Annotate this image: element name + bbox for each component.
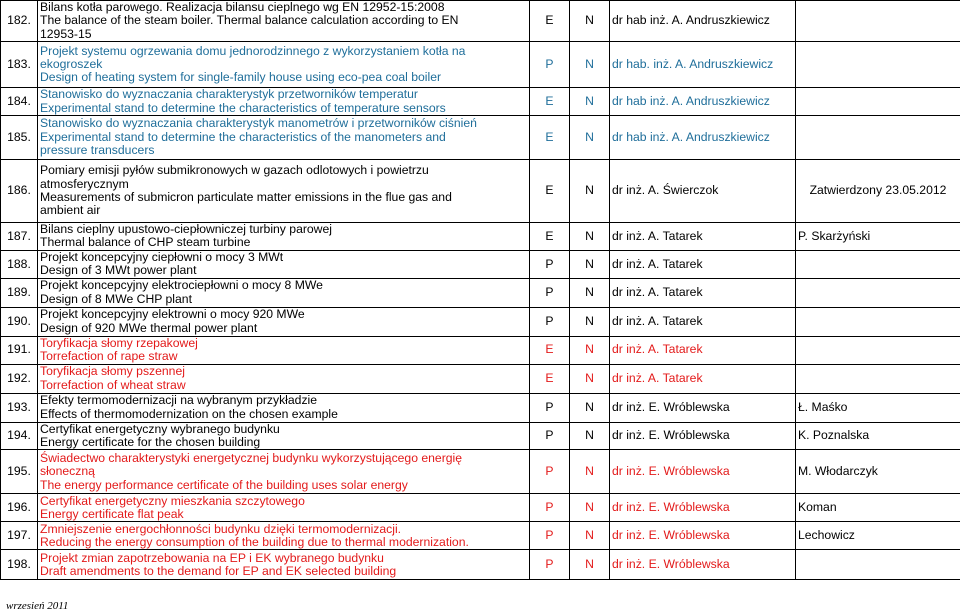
thesis-type: E [530, 160, 570, 223]
thesis-type: E [530, 223, 570, 251]
topic-title-line: Design of 8 MWe CHP plant [40, 291, 192, 306]
thesis-type: P [530, 550, 570, 580]
study-level: N [570, 336, 610, 364]
student-or-status: Lechowicz [796, 522, 960, 550]
row-number: 198. [1, 550, 38, 580]
supervisor: dr inż. E. Wróblewska [610, 550, 796, 580]
topic-title-line: The balance of the steam boiler. Thermal balance calculation according to EN [40, 13, 459, 28]
thesis-type: E [530, 364, 570, 393]
topic-title-line: ambient air [40, 203, 101, 218]
topic-title [38, 1, 530, 42]
topic-title [38, 278, 530, 307]
table-row [1, 116, 960, 160]
topic-title [38, 393, 530, 422]
table-row [1, 278, 960, 307]
thesis-type: E [530, 1, 570, 42]
row-number: 197. [1, 522, 38, 550]
topic-title-line: pressure transducers [40, 143, 155, 158]
thesis-type: P [530, 307, 570, 336]
topic-title-line: Design of 3 MWt power plant [40, 263, 197, 278]
thesis-type: P [530, 522, 570, 550]
topic-title-line: słoneczną [40, 464, 95, 479]
row-number: 187. [1, 223, 38, 251]
table-row [1, 422, 960, 450]
table-row [1, 494, 960, 522]
topic-title-line: Measurements of submicron particulate matter emissions in the flue gas and [40, 190, 452, 205]
thesis-type: P [530, 278, 570, 307]
study-level: N [570, 160, 610, 223]
table-row [1, 550, 960, 580]
student-or-status [796, 88, 960, 116]
topic-title-line: Efekty termomodernizacji na wybranym przykładzie [40, 393, 318, 408]
topic-title-line: Certyfikat energetyczny mieszkania szczytowego [40, 493, 305, 508]
study-level: N [570, 250, 610, 278]
topic-title [38, 422, 530, 450]
supervisor: dr hab inż. A. Andruszkiewicz [610, 88, 796, 116]
study-level: N [570, 522, 610, 550]
row-number: 186. [1, 160, 38, 223]
thesis-type: E [530, 116, 570, 160]
table-row [1, 42, 960, 88]
topic-title-line: The energy performance certificate of the building uses solar energy [40, 477, 408, 492]
supervisor: dr inż. E. Wróblewska [610, 522, 796, 550]
student-or-status: Zatwierdzony 23.05.2012 [796, 160, 960, 223]
student-or-status: K. Poznalska [796, 422, 960, 450]
study-level: N [570, 422, 610, 450]
student-or-status: Koman [796, 494, 960, 522]
topic-title-line: Torrefaction of rape straw [40, 349, 178, 364]
row-number: 188. [1, 250, 38, 278]
topic-title-line: Świadectwo charakterystyki energetycznej budynku wykorzystującego energię [40, 450, 463, 465]
student-or-status [796, 278, 960, 307]
row-number: 191. [1, 336, 38, 364]
topic-title-line: Bilans cieplny upustowo-ciepłowniczej turbiny parowej [40, 222, 332, 237]
topic-title-line: Stanowisko do wyznaczania charakterystyk manometrów i przetworników ciśnień [40, 116, 477, 131]
student-or-status [796, 550, 960, 580]
study-level: N [570, 278, 610, 307]
study-level: N [570, 88, 610, 116]
student-or-status [796, 1, 960, 42]
topic-title-line: Certyfikat energetyczny wybranego budynku [40, 422, 280, 436]
topic-title [38, 88, 530, 116]
topic-title-line: Experimental stand to determine the characteristics of the manometers and [40, 129, 446, 144]
topic-title-line: Projekt koncepcyjny ciepłowni o mocy 3 MWt [40, 250, 284, 264]
table-row [1, 88, 960, 116]
study-level: N [570, 116, 610, 160]
topic-title-line: Stanowisko do wyznaczania charakterystyk przetworników temperatur [40, 87, 418, 102]
topic-title-line: Effects of thermomodernization on the chosen example [40, 406, 338, 421]
topic-title-line: Thermal balance of CHP steam turbine [40, 235, 251, 250]
topic-title-line: Pomiary emisji pyłów submikronowych w gazach odlotowych i powietrzu [40, 163, 429, 178]
topic-title-line: 12953-15 [40, 26, 92, 41]
topic-title-line: Design of 920 MWe thermal power plant [40, 320, 258, 335]
topic-title-line: Reducing the energy consumption of the building due to thermal modernization. [40, 534, 469, 549]
row-number: 183. [1, 42, 38, 88]
supervisor: dr hab. inż. A. Andruszkiewicz [610, 42, 796, 88]
thesis-type: P [530, 494, 570, 522]
supervisor: dr inż. A. Tatarek [610, 336, 796, 364]
footer-date: wrzesień 2011 [6, 600, 69, 612]
table-row [1, 250, 960, 278]
topic-title-line: Projekt koncepcyjny elektrowni o mocy 920 MWe [40, 307, 305, 322]
topic-title-line: Toryfikacja słomy rzepakowej [40, 336, 198, 350]
supervisor: dr inż. E. Wróblewska [610, 393, 796, 422]
row-number: 190. [1, 307, 38, 336]
row-number: 184. [1, 88, 38, 116]
student-or-status: Ł. Maśko [796, 393, 960, 422]
topic-title-line: Bilans kotła parowego. Realizacja bilansu cieplnego wg EN 12952-15:2008 [40, 0, 445, 14]
table-row [1, 1, 960, 42]
thesis-type: E [530, 336, 570, 364]
topic-title-line: Projekt koncepcyjny elektrociepłowni o mocy 8 MWe [40, 278, 323, 293]
table-row [1, 160, 960, 223]
topic-title-line: Draft amendments to the demand for EP and EK selected building [40, 563, 397, 578]
table-row [1, 450, 960, 494]
study-level: N [570, 494, 610, 522]
supervisor: dr inż. A. Tatarek [610, 364, 796, 393]
student-or-status: P. Skarżyński [796, 223, 960, 251]
topic-title [38, 450, 530, 494]
supervisor: dr hab inż. A. Andruszkiewicz [610, 116, 796, 160]
student-or-status [796, 116, 960, 160]
topic-title-line: Zmniejszenie energochłonności budynku dzięki termomodernizacji. [40, 521, 402, 536]
thesis-type: P [530, 422, 570, 450]
supervisor: dr inż. E. Wróblewska [610, 494, 796, 522]
row-number: 195. [1, 450, 38, 494]
study-level: N [570, 450, 610, 494]
topic-title [38, 223, 530, 251]
student-or-status [796, 364, 960, 393]
row-number: 196. [1, 494, 38, 522]
study-level: N [570, 1, 610, 42]
study-level: N [570, 364, 610, 393]
row-number: 192. [1, 364, 38, 393]
supervisor: dr inż. A. Świerczok [610, 160, 796, 223]
thesis-type: P [530, 450, 570, 494]
topic-title [38, 336, 530, 364]
supervisor: dr inż. A. Tatarek [610, 307, 796, 336]
topic-title-line: Experimental stand to determine the characteristics of temperature sensors [40, 100, 446, 115]
thesis-type: P [530, 250, 570, 278]
study-level: N [570, 550, 610, 580]
topic-title [38, 522, 530, 550]
supervisor: dr inż. A. Tatarek [610, 223, 796, 251]
row-number: 194. [1, 422, 38, 450]
student-or-status: M. Włodarczyk [796, 450, 960, 494]
table-row [1, 223, 960, 251]
topic-title [38, 494, 530, 522]
thesis-type: E [530, 88, 570, 116]
row-number: 182. [1, 1, 38, 42]
topic-title [38, 550, 530, 580]
student-or-status [796, 336, 960, 364]
topic-title [38, 307, 530, 336]
table-row [1, 364, 960, 393]
row-number: 185. [1, 116, 38, 160]
supervisor: dr inż. A. Tatarek [610, 250, 796, 278]
supervisor: dr inż. E. Wróblewska [610, 450, 796, 494]
table-row [1, 393, 960, 422]
student-or-status [796, 250, 960, 278]
supervisor: dr inż. E. Wróblewska [610, 422, 796, 450]
study-level: N [570, 307, 610, 336]
topic-title [38, 42, 530, 88]
topic-title-line: Energy certificate for the chosen building [40, 435, 261, 450]
topic-title [38, 364, 530, 393]
topic-title-line: atmosferycznym [40, 176, 129, 191]
topic-title-line: Projekt zmian zapotrzebowania na EP i EK wybranego budynku [40, 550, 384, 565]
table-row [1, 307, 960, 336]
thesis-type: P [530, 393, 570, 422]
thesis-type: P [530, 42, 570, 88]
topic-title-line: Projekt systemu ogrzewania domu jednorodzinnego z wykorzystaniem kotła na [40, 43, 466, 58]
topic-title [38, 116, 530, 160]
row-number: 189. [1, 278, 38, 307]
row-number: 193. [1, 393, 38, 422]
table-row [1, 522, 960, 550]
table-row [1, 336, 960, 364]
topic-title-line: Toryfikacja słomy pszennej [40, 364, 185, 379]
topic-title-line: Energy certificate flat peak [40, 506, 184, 521]
topic-title-line: ekogroszek [40, 57, 103, 72]
supervisor: dr inż. A. Tatarek [610, 278, 796, 307]
topic-title [38, 160, 530, 223]
study-level: N [570, 42, 610, 88]
study-level: N [570, 393, 610, 422]
student-or-status [796, 42, 960, 88]
topic-title-line: Design of heating system for single-family house using eco-pea coal boiler [40, 70, 442, 85]
student-or-status [796, 307, 960, 336]
topic-title [38, 250, 530, 278]
supervisor: dr hab inż. A. Andruszkiewicz [610, 1, 796, 42]
study-level: N [570, 223, 610, 251]
topic-title-line: Torrefaction of wheat straw [40, 377, 186, 392]
